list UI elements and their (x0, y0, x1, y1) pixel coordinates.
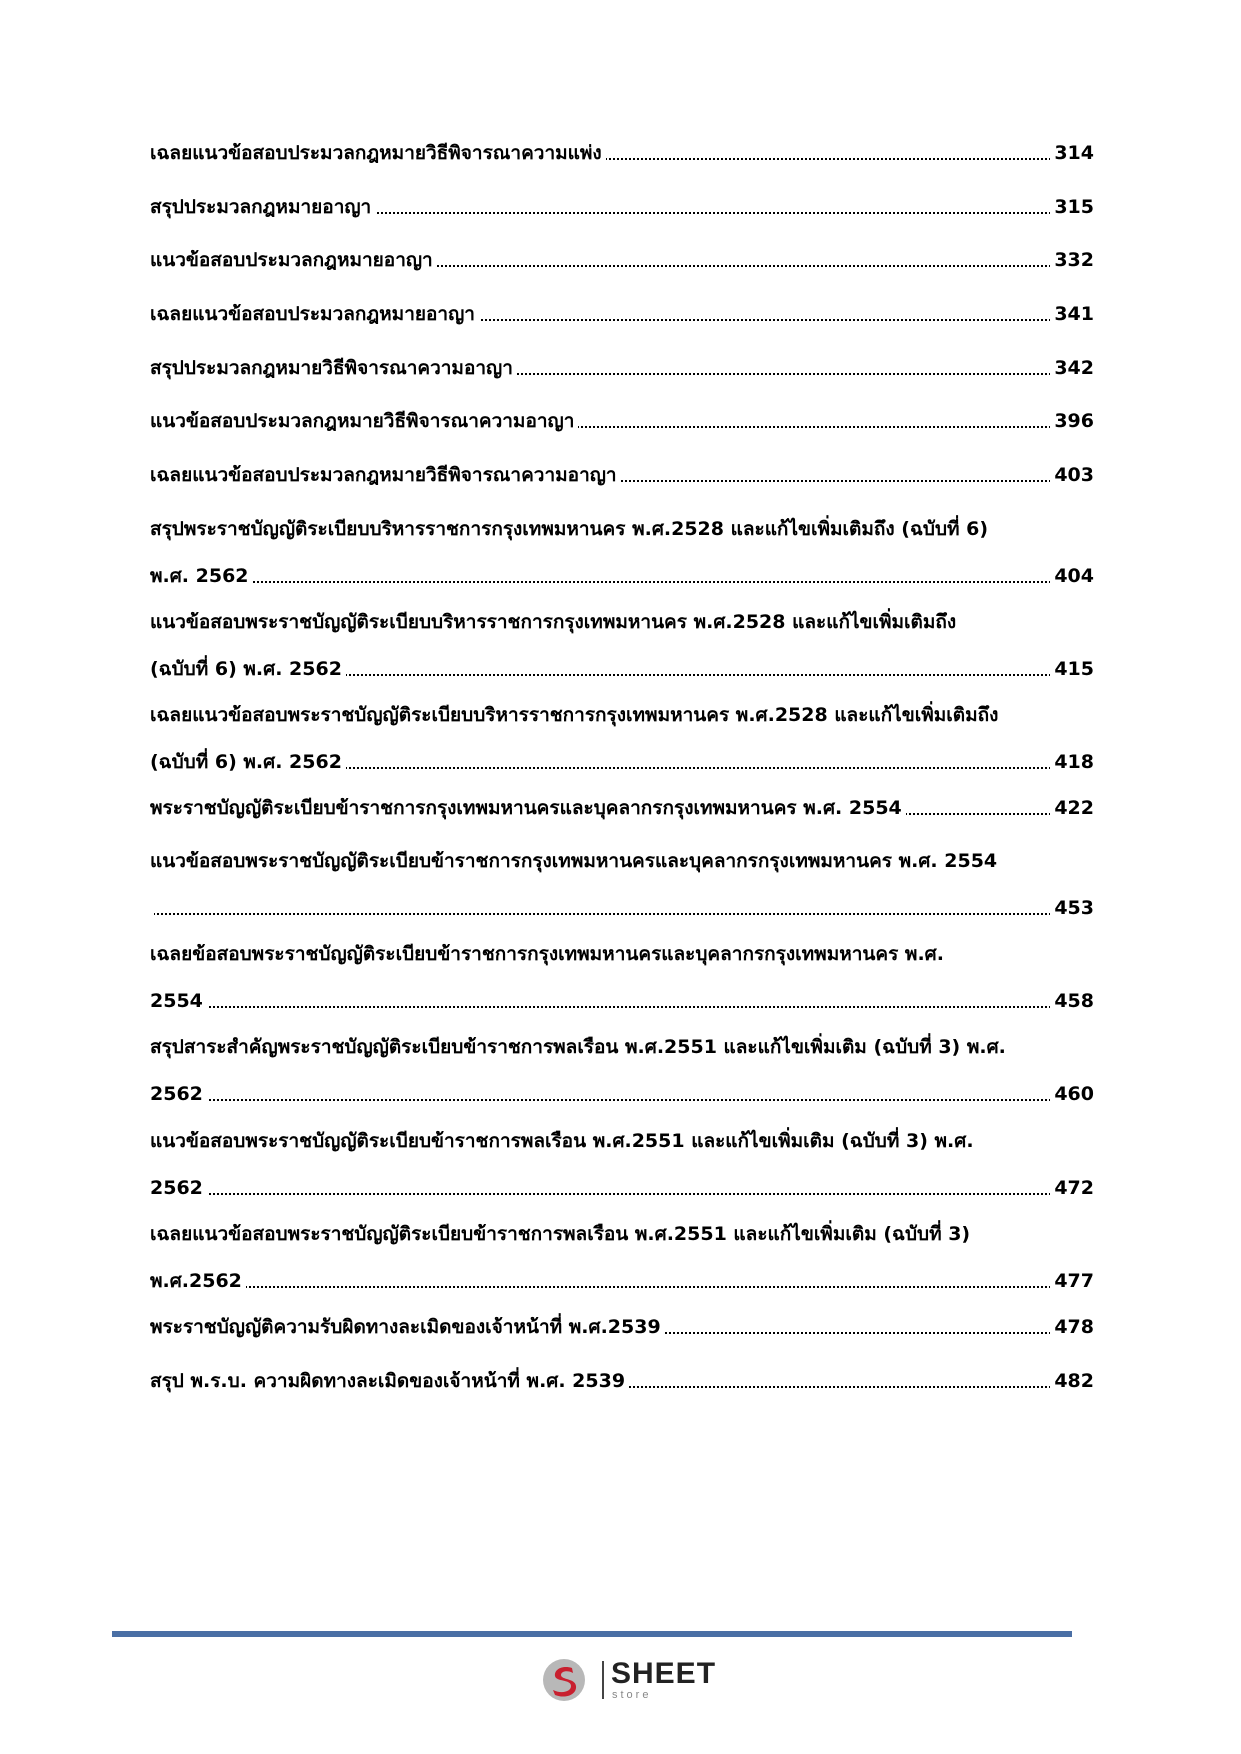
toc-entry-title: เฉลยข้อสอบพระราชบัญญัติระเบียบข้าราชการกรุงเทพมหานครและบุคลากรกรุงเทพมหานคร พ.ศ. (150, 943, 948, 965)
toc-entry-title: 2562 (150, 1083, 207, 1105)
s-logo-icon (541, 1657, 587, 1703)
toc-page-number: 422 (1050, 793, 1094, 823)
toc-page-number: 341 (1050, 299, 1094, 329)
toc-page-number: 332 (1050, 245, 1094, 275)
toc-page-number: 314 (1050, 138, 1094, 168)
toc-page-number: 478 (1050, 1312, 1094, 1342)
toc-entry[interactable] (150, 1032, 1094, 1109)
toc-page-number: 415 (1050, 654, 1094, 684)
toc-entry[interactable] (150, 353, 1094, 383)
sheet-store-logo (541, 1655, 717, 1705)
toc-entry-title: 2554 (150, 990, 207, 1012)
toc-entry-title: เฉลยแนวข้อสอบประมวลกฎหมายวิธีพิจารณาความอาญา (150, 464, 621, 486)
toc-entry[interactable] (150, 514, 1094, 591)
footer-rule (112, 1631, 1072, 1637)
toc-page-number: 482 (1050, 1366, 1094, 1396)
toc-entry[interactable] (150, 1312, 1094, 1342)
logo-wordmark: SHEET (611, 1657, 717, 1690)
toc-page-number: 418 (1050, 747, 1094, 777)
toc-entry-title: เฉลยแนวข้อสอบพระราชบัญญัติระเบียบข้าราชการพลเรือน พ.ศ.2551 และแก้ไขเพิ่มเติม (ฉบับที่ 3) (150, 1223, 974, 1245)
toc-entry-title: พ.ศ. 2562 (150, 565, 253, 587)
toc-entry[interactable] (150, 138, 1094, 168)
toc-entry[interactable] (150, 192, 1094, 222)
toc-page-number: 342 (1050, 353, 1094, 383)
toc-entry[interactable] (150, 793, 1094, 823)
toc-entry[interactable] (150, 846, 1094, 923)
toc-entry[interactable] (150, 607, 1094, 684)
toc-entry[interactable] (150, 700, 1094, 777)
toc-entry-title: เฉลยแนวข้อสอบประมวลกฎหมายอาญา (150, 303, 479, 325)
toc-page-number: 404 (1050, 561, 1094, 591)
toc-entry-title (150, 897, 154, 919)
toc-page-number: 396 (1050, 406, 1094, 436)
toc-entry-title: สรุปประมวลกฎหมายอาญา (150, 196, 375, 218)
toc-page-number: 453 (1050, 893, 1094, 923)
logo-separator (602, 1661, 604, 1699)
toc-page-number: 458 (1050, 986, 1094, 1016)
toc-entry-title: แนวข้อสอบประมวลกฎหมายวิธีพิจารณาความอาญา (150, 410, 578, 432)
toc-entry-title: แนวข้อสอบพระราชบัญญัติระเบียบบริหารราชการกรุงเทพมหานคร พ.ศ.2528 และแก้ไขเพิ่มเติมถึง (150, 611, 960, 633)
toc-page-number: 315 (1050, 192, 1094, 222)
toc-page-number: 403 (1050, 460, 1094, 490)
toc-entry[interactable] (150, 406, 1094, 436)
toc-entry-title: แนวข้อสอบประมวลกฎหมายอาญา (150, 249, 437, 271)
toc-entry-title: สรุป พ.ร.บ. ความผิดทางละเมิดของเจ้าหน้าที่ พ.ศ. 2539 (150, 1370, 629, 1392)
toc-entry[interactable] (150, 1126, 1094, 1203)
toc-entry-title: 2562 (150, 1177, 207, 1199)
toc-entry-title: (ฉบับที่ 6) พ.ศ. 2562 (150, 658, 346, 680)
toc-entry-title: สรุปพระราชบัญญัติระเบียบบริหารราชการกรุงเทพมหานคร พ.ศ.2528 และแก้ไขเพิ่มเติมถึง (ฉบับที่ 6) (150, 518, 992, 540)
toc-entry-title: แนวข้อสอบพระราชบัญญัติระเบียบข้าราชการกรุงเทพมหานครและบุคลากรกรุงเทพมหานคร พ.ศ. 2554 (150, 850, 1001, 872)
toc-page-number: 472 (1050, 1173, 1094, 1203)
toc-entry[interactable] (150, 299, 1094, 329)
toc-entry-title: พระราชบัญญัติระเบียบข้าราชการกรุงเทพมหานครและบุคลากรกรุงเทพมหานคร พ.ศ. 2554 (150, 797, 906, 819)
toc-entry-title: พ.ศ.2562 (150, 1270, 246, 1292)
toc-entry[interactable] (150, 245, 1094, 275)
toc-entry[interactable] (150, 1366, 1094, 1396)
toc-entry[interactable] (150, 1219, 1094, 1296)
toc-entry-title: สรุปประมวลกฎหมายวิธีพิจารณาความอาญา (150, 357, 517, 379)
toc-entry-title: พระราชบัญญัติความรับผิดทางละเมิดของเจ้าหน้าที่ พ.ศ.2539 (150, 1316, 665, 1338)
toc-entry-title: เฉลยแนวข้อสอบประมวลกฎหมายวิธีพิจารณาความแพ่ง (150, 142, 606, 164)
toc-entry-title: เฉลยแนวข้อสอบพระราชบัญญัติระเบียบบริหารราชการกรุงเทพมหานคร พ.ศ.2528 และแก้ไขเพิ่มเติมถึง (150, 704, 1002, 726)
toc-entry[interactable] (150, 460, 1094, 490)
toc-page-number: 477 (1050, 1266, 1094, 1296)
toc-entry[interactable] (150, 939, 1094, 1016)
toc-page-number: 460 (1050, 1079, 1094, 1109)
toc-entry-title: สรุปสาระสำคัญพระราชบัญญัติระเบียบข้าราชการพลเรือน พ.ศ.2551 และแก้ไขเพิ่มเติม (ฉบับที่ 3) พ.ศ. (150, 1036, 1010, 1058)
toc-entry-title: แนวข้อสอบพระราชบัญญัติระเบียบข้าราชการพลเรือน พ.ศ.2551 และแก้ไขเพิ่มเติม (ฉบับที่ 3) พ.ศ. (150, 1130, 978, 1152)
toc-entry-title: (ฉบับที่ 6) พ.ศ. 2562 (150, 751, 346, 773)
logo-subtext: store (612, 1689, 652, 1701)
